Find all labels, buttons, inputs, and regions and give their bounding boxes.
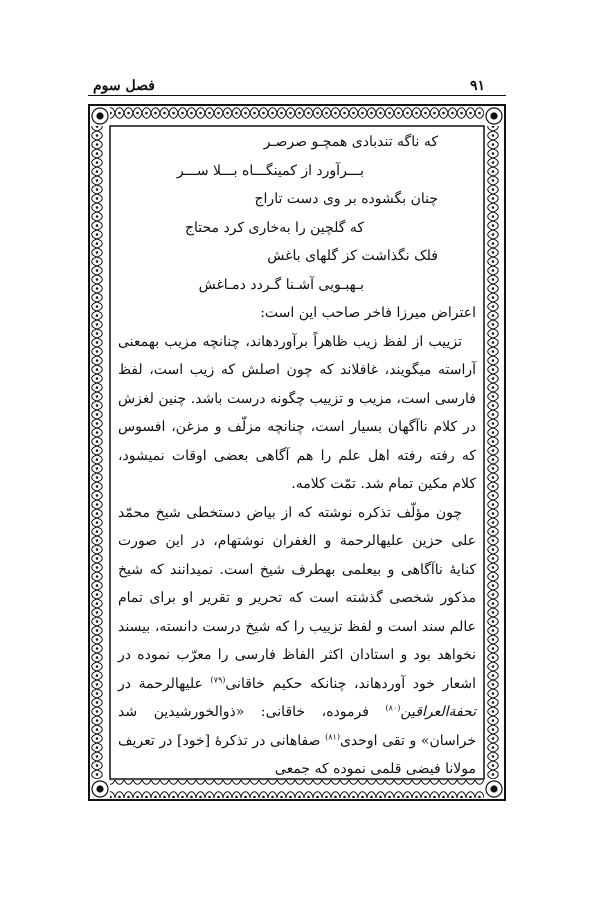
response-text: فرموده، خاقانی: «ذوالخورشیدین شد خراسان» و تقی اوحدی: [118, 704, 477, 749]
response-text: صفاهانی در تذکرهٔ [خود] در تعریف مولانا فیضی قلمی نموده که جمعی: [118, 732, 476, 777]
footnote-ref: (٧٩): [210, 674, 226, 684]
verse-line: بـهبـویی آشـنا گـردد دمـاغش: [198, 276, 364, 293]
footnote-ref: (٨١): [325, 731, 340, 741]
objection-paragraph: تزییب از لفظ زیب ظاهراً برآوردهاند، چنانچه مزیب بهمعنی آراسته میگویند، غافلاند که چون اصلش که زیب است، لفظ فارسی است، مزیب و تزییب چگونه درست باشد. چنین لغزش در کلام ناآگهان بسیار است، چنانچه مزلّف و مزغن، افسوس که رفته رفته اهل علم را هم آگاهی بعضی اوقات نمیشود، کلام مکین تمام شد. تمّت کلامه.: [118, 333, 476, 492]
verse-line: بـــرآورد از کمینگـــاه بـــلا ســـر: [176, 162, 364, 179]
page-body: [118, 128, 476, 784]
footnote-ref: (٨٠): [385, 703, 401, 713]
verse-line: که ناگه تندبادی همچـو صرصـر: [263, 134, 438, 150]
page-number: ٩١: [469, 78, 485, 94]
response-text: علیهالرحمة در: [118, 675, 211, 692]
header-rule: [88, 95, 506, 96]
verse-line: که گلچین را بەخاری کرد محتاج: [184, 219, 364, 236]
verse-line: چنان بگشوده بر وی دست تاراج: [254, 191, 438, 207]
objection-intro: اعتراض میرزا فاخر صاحب این است:: [260, 305, 476, 321]
response-paragraph: [118, 499, 476, 784]
response-text: چون مؤلّف تذکره نوشته که از بیاض دستخطی شیخ محمّد علی حزین علیهالرحمة و الغفران نوشتهام، در این صورت کنایهٔ ناآگاهی و بیعلمی بهطرف شیخ است. نمیدانند که شیخ مذکور شخصی گذشته است که تحریر و تقریر او برای تمام عالم سند است و لفظ تزییب را که شیخ درست دانسته، بیسند نخواهد بود و استادان اکثر الفاظ فارسی را معرّب نموده در اشعار خود آوردهاند، چنانکه حکیم خاقانی: [118, 504, 476, 692]
verse-line: فلک نگذاشت کز گلهای باغش: [267, 248, 438, 264]
book-title: تحفةالعراقین: [400, 704, 476, 720]
chapter-title: فصل سوم: [93, 78, 155, 94]
